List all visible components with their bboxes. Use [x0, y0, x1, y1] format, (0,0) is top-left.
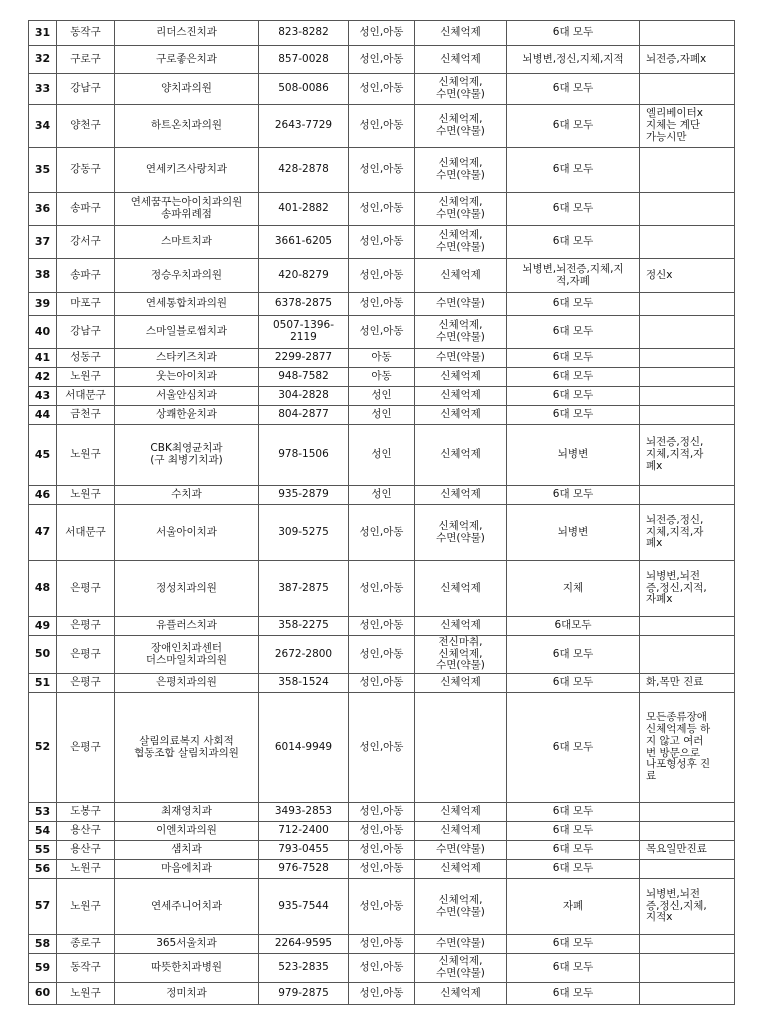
treatment-method-cell: 신체억제 [415, 387, 507, 406]
note-cell: 정신x [640, 259, 735, 293]
district-cell: 동작구 [57, 21, 115, 46]
phone-cell: 979-2875 [259, 983, 349, 1005]
district-cell: 송파구 [57, 193, 115, 226]
treatment-method-cell [415, 693, 507, 803]
note-cell: 뇌병변,뇌전 증,정신,지적, 자폐x [640, 561, 735, 617]
clinic-table [28, 20, 735, 1005]
table-row [29, 259, 735, 293]
target-cell: 성인,아동 [349, 841, 415, 860]
disability-type-cell: 6대 모두 [507, 387, 640, 406]
phone-cell: 2299-2877 [259, 349, 349, 368]
clinic-name-cell: 장애인치과센터 더스마일치과의원 [115, 636, 259, 674]
disability-type-cell: 6대 모두 [507, 105, 640, 148]
note-cell [640, 293, 735, 316]
treatment-method-cell: 신체억제 [415, 368, 507, 387]
table-row [29, 983, 735, 1005]
note-cell: 엘리베이터x 지체는 계단 가능시만 [640, 105, 735, 148]
row-number: 36 [29, 193, 57, 226]
row-number: 42 [29, 368, 57, 387]
target-cell: 성인,아동 [349, 822, 415, 841]
table-row [29, 293, 735, 316]
disability-type-cell: 6대 모두 [507, 293, 640, 316]
district-cell: 은평구 [57, 636, 115, 674]
table-row [29, 693, 735, 803]
phone-cell: 712-2400 [259, 822, 349, 841]
target-cell: 성인 [349, 425, 415, 486]
table-row [29, 841, 735, 860]
note-cell: 뇌병변,뇌전 증,정신,지체, 지적x [640, 879, 735, 935]
phone-cell: 2643-7729 [259, 105, 349, 148]
clinic-name-cell: 스타키즈치과 [115, 349, 259, 368]
table-row [29, 368, 735, 387]
target-cell: 성인,아동 [349, 954, 415, 983]
disability-type-cell: 6대 모두 [507, 841, 640, 860]
note-cell [640, 406, 735, 425]
note-cell: 목요일만진료 [640, 841, 735, 860]
target-cell: 성인,아동 [349, 983, 415, 1005]
note-cell [640, 226, 735, 259]
district-cell: 강남구 [57, 74, 115, 105]
target-cell: 성인 [349, 387, 415, 406]
target-cell: 성인,아동 [349, 293, 415, 316]
note-cell: 모든종류장애 신체억제등 하 지 않고 여러 번 방문으로 나포형성후 진 료 [640, 693, 735, 803]
phone-cell: 420-8279 [259, 259, 349, 293]
phone-cell: 948-7582 [259, 368, 349, 387]
note-cell [640, 860, 735, 879]
disability-type-cell: 6대 모두 [507, 21, 640, 46]
district-cell: 강동구 [57, 148, 115, 193]
treatment-method-cell: 신체억제 [415, 406, 507, 425]
table-row [29, 803, 735, 822]
disability-type-cell: 6대 모두 [507, 674, 640, 693]
note-cell: 뇌전증,정신, 지체,지적,자 폐x [640, 505, 735, 561]
treatment-method-cell: 신체억제, 수면(약물) [415, 193, 507, 226]
phone-cell: 935-7544 [259, 879, 349, 935]
row-number: 35 [29, 148, 57, 193]
note-cell: 뇌전증,자폐x [640, 46, 735, 74]
treatment-method-cell: 신체억제 [415, 425, 507, 486]
note-cell [640, 193, 735, 226]
row-number: 31 [29, 21, 57, 46]
disability-type-cell: 6대 모두 [507, 860, 640, 879]
treatment-method-cell: 신체억제, 수면(약물) [415, 954, 507, 983]
disability-type-cell: 6대 모두 [507, 349, 640, 368]
row-number: 48 [29, 561, 57, 617]
disability-type-cell: 6대 모두 [507, 226, 640, 259]
disability-type-cell: 6대 모두 [507, 983, 640, 1005]
phone-cell: 978-1506 [259, 425, 349, 486]
row-number: 46 [29, 486, 57, 505]
note-cell [640, 148, 735, 193]
treatment-method-cell: 수면(약물) [415, 935, 507, 954]
treatment-method-cell: 신체억제 [415, 674, 507, 693]
row-number: 50 [29, 636, 57, 674]
treatment-method-cell: 수면(약물) [415, 349, 507, 368]
table-row [29, 486, 735, 505]
district-cell: 은평구 [57, 617, 115, 636]
disability-type-cell: 6대 모두 [507, 193, 640, 226]
district-cell: 노원구 [57, 860, 115, 879]
row-number: 47 [29, 505, 57, 561]
table-row [29, 879, 735, 935]
treatment-method-cell: 신체억제, 수면(약물) [415, 505, 507, 561]
target-cell: 아동 [349, 368, 415, 387]
row-number: 58 [29, 935, 57, 954]
treatment-method-cell: 신체억제 [415, 486, 507, 505]
clinic-name-cell: 양치과의원 [115, 74, 259, 105]
phone-cell: 508-0086 [259, 74, 349, 105]
clinic-name-cell: 서울아이치과 [115, 505, 259, 561]
treatment-method-cell: 신체억제, 수면(약물) [415, 148, 507, 193]
row-number: 45 [29, 425, 57, 486]
row-number: 56 [29, 860, 57, 879]
phone-cell: 976-7528 [259, 860, 349, 879]
target-cell: 성인,아동 [349, 316, 415, 349]
target-cell: 성인,아동 [349, 74, 415, 105]
disability-type-cell: 6대모두 [507, 617, 640, 636]
district-cell: 금천구 [57, 406, 115, 425]
target-cell: 성인,아동 [349, 860, 415, 879]
district-cell: 종로구 [57, 935, 115, 954]
table-row [29, 46, 735, 74]
district-cell: 노원구 [57, 879, 115, 935]
target-cell: 성인,아동 [349, 636, 415, 674]
row-number: 57 [29, 879, 57, 935]
row-number: 53 [29, 803, 57, 822]
note-cell [640, 349, 735, 368]
disability-type-cell: 6대 모두 [507, 693, 640, 803]
row-number: 60 [29, 983, 57, 1005]
table-row [29, 561, 735, 617]
clinic-name-cell: 따뜻한치과병원 [115, 954, 259, 983]
row-number: 39 [29, 293, 57, 316]
note-cell: 뇌전증,정신, 지체,지적,자 폐x [640, 425, 735, 486]
note-cell [640, 617, 735, 636]
target-cell: 성인,아동 [349, 505, 415, 561]
clinic-name-cell: 은평치과의원 [115, 674, 259, 693]
target-cell: 성인,아동 [349, 259, 415, 293]
treatment-method-cell: 신체억제 [415, 822, 507, 841]
clinic-name-cell: 365서울치과 [115, 935, 259, 954]
table-row [29, 505, 735, 561]
phone-cell: 6014-9949 [259, 693, 349, 803]
clinic-name-cell: 서울안심치과 [115, 387, 259, 406]
note-cell [640, 387, 735, 406]
target-cell: 성인,아동 [349, 105, 415, 148]
row-number: 54 [29, 822, 57, 841]
clinic-name-cell: 살림의료복지 사회적 협동조합 살림치과의원 [115, 693, 259, 803]
phone-cell: 3661-6205 [259, 226, 349, 259]
phone-cell: 823-8282 [259, 21, 349, 46]
phone-cell: 309-5275 [259, 505, 349, 561]
row-number: 55 [29, 841, 57, 860]
clinic-name-cell: 스마일블로썸치과 [115, 316, 259, 349]
disability-type-cell: 뇌병변 [507, 425, 640, 486]
note-cell [640, 983, 735, 1005]
district-cell: 성동구 [57, 349, 115, 368]
treatment-method-cell: 신체억제, 수면(약물) [415, 879, 507, 935]
phone-cell: 2264-9595 [259, 935, 349, 954]
row-number: 51 [29, 674, 57, 693]
row-number: 34 [29, 105, 57, 148]
target-cell: 성인,아동 [349, 617, 415, 636]
district-cell: 강서구 [57, 226, 115, 259]
target-cell: 성인,아동 [349, 148, 415, 193]
treatment-method-cell: 신체억제, 수면(약물) [415, 105, 507, 148]
district-cell: 은평구 [57, 674, 115, 693]
phone-cell: 358-2275 [259, 617, 349, 636]
treatment-method-cell: 신체억제 [415, 803, 507, 822]
disability-type-cell: 자폐 [507, 879, 640, 935]
target-cell: 성인,아동 [349, 803, 415, 822]
district-cell: 노원구 [57, 368, 115, 387]
district-cell: 용산구 [57, 822, 115, 841]
disability-type-cell: 6대 모두 [507, 486, 640, 505]
district-cell: 서대문구 [57, 505, 115, 561]
clinic-name-cell: 마음에치과 [115, 860, 259, 879]
note-cell [640, 636, 735, 674]
table-row [29, 226, 735, 259]
treatment-method-cell: 신체억제 [415, 46, 507, 74]
disability-type-cell: 뇌병변 [507, 505, 640, 561]
target-cell: 성인,아동 [349, 46, 415, 74]
table-row [29, 21, 735, 46]
clinic-name-cell: 정승우치과의원 [115, 259, 259, 293]
district-cell: 양천구 [57, 105, 115, 148]
treatment-method-cell: 신체억제 [415, 860, 507, 879]
row-number: 44 [29, 406, 57, 425]
row-number: 41 [29, 349, 57, 368]
district-cell: 서대문구 [57, 387, 115, 406]
disability-type-cell: 6대 모두 [507, 935, 640, 954]
treatment-method-cell: 신체억제, 수면(약물) [415, 226, 507, 259]
clinic-name-cell: 정미치과 [115, 983, 259, 1005]
note-cell [640, 74, 735, 105]
disability-type-cell: 6대 모두 [507, 803, 640, 822]
treatment-method-cell: 신체억제 [415, 983, 507, 1005]
phone-cell: 6378-2875 [259, 293, 349, 316]
note-cell [640, 316, 735, 349]
phone-cell: 387-2875 [259, 561, 349, 617]
target-cell: 성인 [349, 486, 415, 505]
phone-cell: 804-2877 [259, 406, 349, 425]
note-cell [640, 368, 735, 387]
district-cell: 노원구 [57, 425, 115, 486]
note-cell [640, 822, 735, 841]
clinic-name-cell: 정성치과의원 [115, 561, 259, 617]
district-cell: 마포구 [57, 293, 115, 316]
district-cell: 은평구 [57, 693, 115, 803]
table-row [29, 425, 735, 486]
table-row [29, 349, 735, 368]
phone-cell: 3493-2853 [259, 803, 349, 822]
treatment-method-cell: 수면(약물) [415, 293, 507, 316]
target-cell: 성인,아동 [349, 879, 415, 935]
row-number: 52 [29, 693, 57, 803]
district-cell: 도봉구 [57, 803, 115, 822]
phone-cell: 0507-1396- 2119 [259, 316, 349, 349]
table-row [29, 316, 735, 349]
district-cell: 동작구 [57, 954, 115, 983]
table-row [29, 193, 735, 226]
clinic-name-cell: 리더스진치과 [115, 21, 259, 46]
table-row [29, 860, 735, 879]
disability-type-cell: 6대 모두 [507, 954, 640, 983]
disability-type-cell: 6대 모두 [507, 822, 640, 841]
clinic-name-cell: 연세키즈사랑치과 [115, 148, 259, 193]
note-cell [640, 954, 735, 983]
phone-cell: 428-2878 [259, 148, 349, 193]
table-row [29, 74, 735, 105]
note-cell [640, 803, 735, 822]
district-cell: 노원구 [57, 486, 115, 505]
phone-cell: 401-2882 [259, 193, 349, 226]
treatment-method-cell: 신체억제 [415, 617, 507, 636]
disability-type-cell: 지체 [507, 561, 640, 617]
district-cell: 송파구 [57, 259, 115, 293]
disability-type-cell: 6대 모두 [507, 406, 640, 425]
table-row [29, 105, 735, 148]
target-cell: 성인,아동 [349, 226, 415, 259]
clinic-name-cell: 구로좋은치과 [115, 46, 259, 74]
clinic-name-cell: 유플러스치과 [115, 617, 259, 636]
target-cell: 성인,아동 [349, 693, 415, 803]
treatment-method-cell: 수면(약물) [415, 841, 507, 860]
target-cell: 성인,아동 [349, 21, 415, 46]
disability-type-cell: 6대 모두 [507, 74, 640, 105]
clinic-name-cell: 연세꿈꾸는아이치과의원 송파위례점 [115, 193, 259, 226]
clinic-name-cell: 하트온치과의원 [115, 105, 259, 148]
district-cell: 노원구 [57, 983, 115, 1005]
phone-cell: 935-2879 [259, 486, 349, 505]
clinic-name-cell: 스마트치과 [115, 226, 259, 259]
target-cell: 성인,아동 [349, 561, 415, 617]
clinic-table-body [29, 21, 735, 1005]
clinic-name-cell: 최재영치과 [115, 803, 259, 822]
row-number: 32 [29, 46, 57, 74]
row-number: 33 [29, 74, 57, 105]
row-number: 38 [29, 259, 57, 293]
treatment-method-cell: 신체억제 [415, 561, 507, 617]
table-row [29, 636, 735, 674]
table-row [29, 148, 735, 193]
table-row [29, 674, 735, 693]
row-number: 43 [29, 387, 57, 406]
clinic-name-cell: 이엔치과의원 [115, 822, 259, 841]
disability-type-cell: 6대 모두 [507, 368, 640, 387]
target-cell: 성인 [349, 406, 415, 425]
disability-type-cell: 뇌병변,뇌전증,지체,지 적,자폐 [507, 259, 640, 293]
note-cell [640, 935, 735, 954]
table-row [29, 954, 735, 983]
treatment-method-cell: 신체억제 [415, 259, 507, 293]
target-cell: 성인,아동 [349, 193, 415, 226]
clinic-name-cell: 샘치과 [115, 841, 259, 860]
district-cell: 강남구 [57, 316, 115, 349]
disability-type-cell: 6대 모두 [507, 316, 640, 349]
disability-type-cell: 6대 모두 [507, 148, 640, 193]
treatment-method-cell: 신체억제, 수면(약물) [415, 316, 507, 349]
clinic-name-cell: 연세통합치과의원 [115, 293, 259, 316]
disability-type-cell: 6대 모두 [507, 636, 640, 674]
target-cell: 성인,아동 [349, 674, 415, 693]
phone-cell: 358-1524 [259, 674, 349, 693]
district-cell: 구로구 [57, 46, 115, 74]
row-number: 37 [29, 226, 57, 259]
table-row [29, 617, 735, 636]
target-cell: 아동 [349, 349, 415, 368]
table-row [29, 406, 735, 425]
phone-cell: 304-2828 [259, 387, 349, 406]
note-cell [640, 21, 735, 46]
table-row [29, 822, 735, 841]
clinic-name-cell: 수치과 [115, 486, 259, 505]
phone-cell: 857-0028 [259, 46, 349, 74]
table-row [29, 387, 735, 406]
phone-cell: 2672-2800 [259, 636, 349, 674]
treatment-method-cell: 신체억제 [415, 21, 507, 46]
note-cell [640, 486, 735, 505]
district-cell: 은평구 [57, 561, 115, 617]
table-row [29, 935, 735, 954]
row-number: 40 [29, 316, 57, 349]
row-number: 59 [29, 954, 57, 983]
note-cell: 화,목만 진료 [640, 674, 735, 693]
clinic-name-cell: 연세주니어치과 [115, 879, 259, 935]
treatment-method-cell: 신체억제, 수면(약물) [415, 74, 507, 105]
district-cell: 용산구 [57, 841, 115, 860]
row-number: 49 [29, 617, 57, 636]
clinic-name-cell: 웃는아이치과 [115, 368, 259, 387]
clinic-name-cell: CBK최영균치과 (구 최병기치과) [115, 425, 259, 486]
clinic-name-cell: 상쾌한윤치과 [115, 406, 259, 425]
phone-cell: 793-0455 [259, 841, 349, 860]
disability-type-cell: 뇌병변,정신,지체,지적 [507, 46, 640, 74]
phone-cell: 523-2835 [259, 954, 349, 983]
target-cell: 성인,아동 [349, 935, 415, 954]
treatment-method-cell: 전신마취, 신체억제, 수면(약물) [415, 636, 507, 674]
